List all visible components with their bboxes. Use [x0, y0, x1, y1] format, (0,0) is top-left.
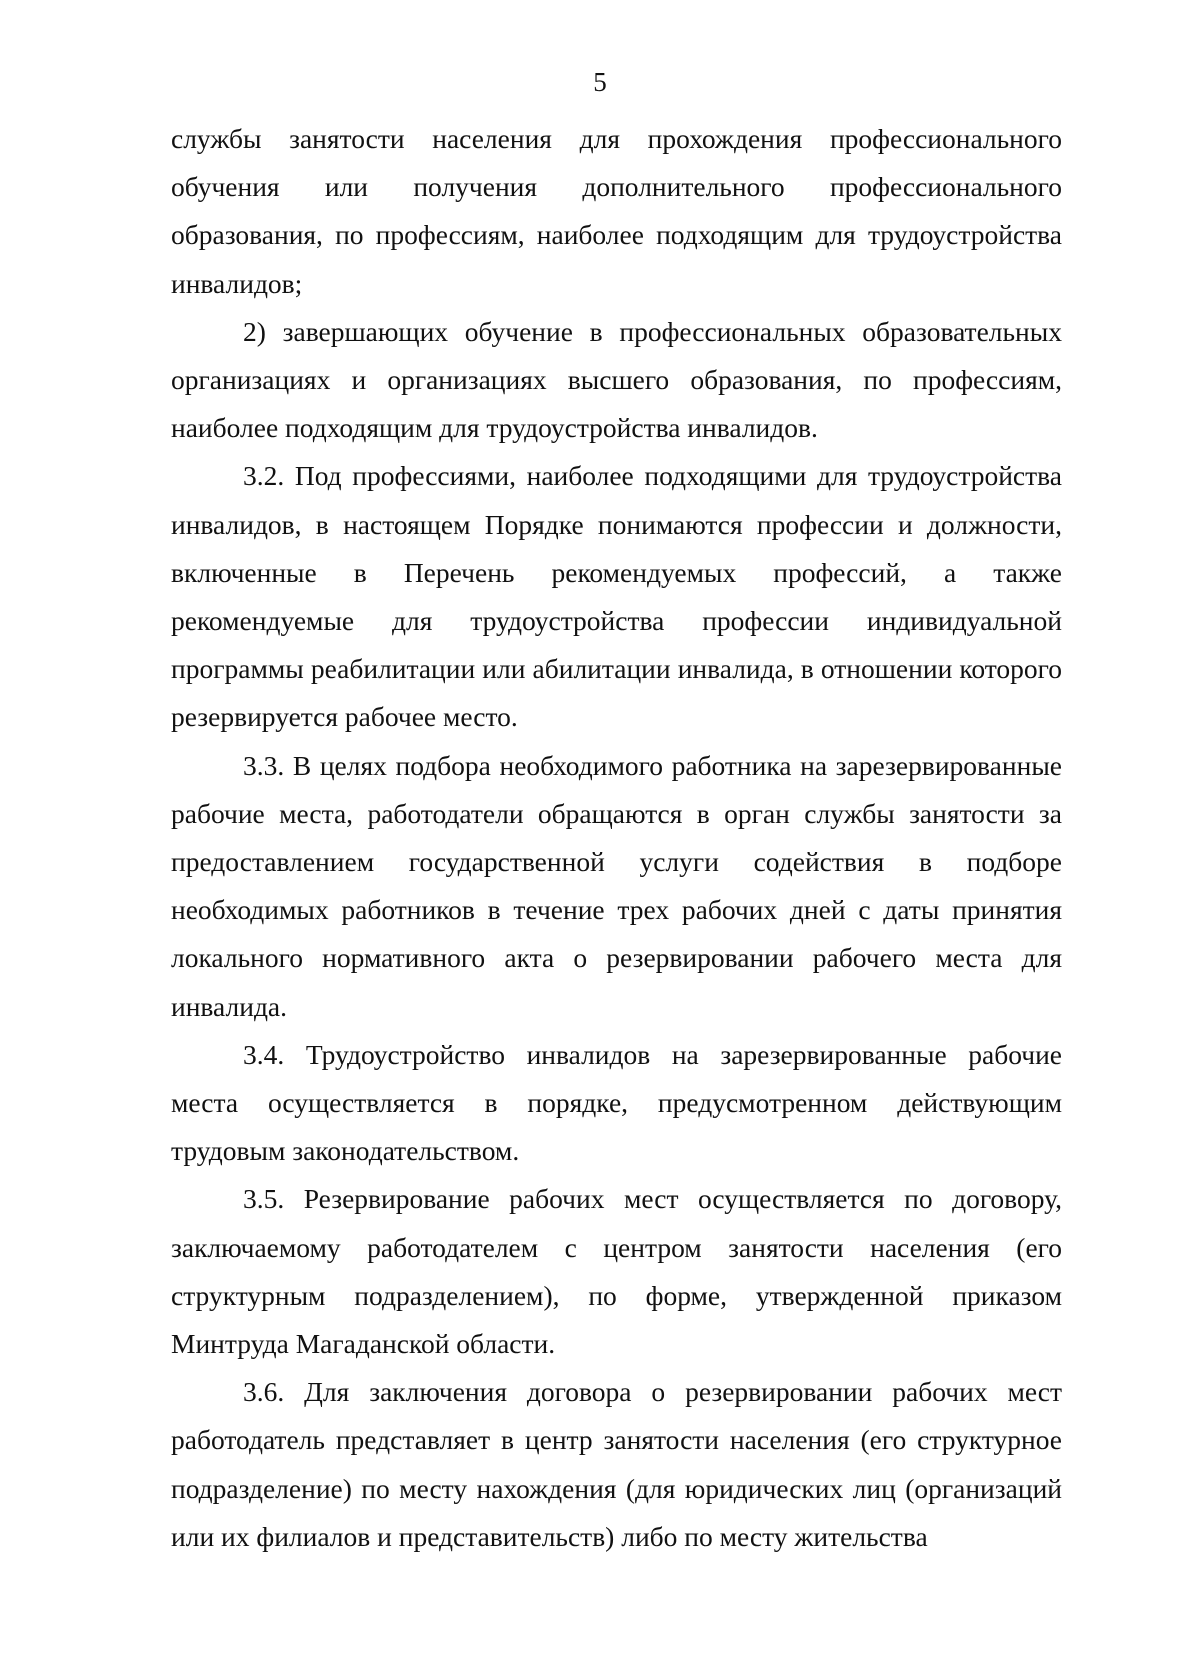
document-body: [171, 115, 1062, 1561]
paragraph-3-3: 3.3. В целях подбора необходимого работника на зарезервированные рабочие места, работодатели обращаются в орган службы занятости за предоставлением государственной услуги содействия в подборе необходимых работников в течение трех рабочих дней с даты принятия локального нормативного акта о резервировании рабочего места для инвалида.: [171, 749, 1062, 1022]
paragraph-3-5: 3.5. Резервирование рабочих мест осуществляется по договору, заключаемому работодателем с центром занятости населения (его структурным подразделением), по форме, утвержденной приказом Минтруда Магаданской области.: [171, 1183, 1062, 1360]
page-number: 5: [593, 67, 607, 97]
paragraph-3-4: 3.4. Трудоустройство инвалидов на зарезервированные рабочие места осуществляется в порядке, предусмотренном действующим трудовым законодательством.: [171, 1038, 1062, 1167]
paragraph-continuation: службы занятости населения для прохождения профессионального обучения или получения дополнительного профессионального образования, по профессиям, наиболее подходящим для трудоустройства инвалидов;: [171, 123, 1062, 299]
paragraph-item-2: 2) завершающих обучение в профессиональных образовательных организациях и организациях высшего образования, по профессиям, наиболее подходящим для трудоустройства инвалидов.: [171, 315, 1062, 444]
paragraph-3-2: 3.2. Под профессиями, наиболее подходящими для трудоустройства инвалидов, в настоящем Порядке понимаются профессии и должности, включенные в Перечень рекомендуемых профессий, а также рекомендуемые для трудоустройства профессии индивидуальной программы реабилитации или абилитации инвалида, в отношении которого резервируется рабочее место.: [171, 460, 1062, 733]
paragraph-3-6: 3.6. Для заключения договора о резервировании рабочих мест работодатель представляет в центр занятости населения (его структурное подразделение) по месту нахождения (для юридических лиц (организаций или их филиалов и представительств) либо по месту жительства: [171, 1376, 1062, 1552]
